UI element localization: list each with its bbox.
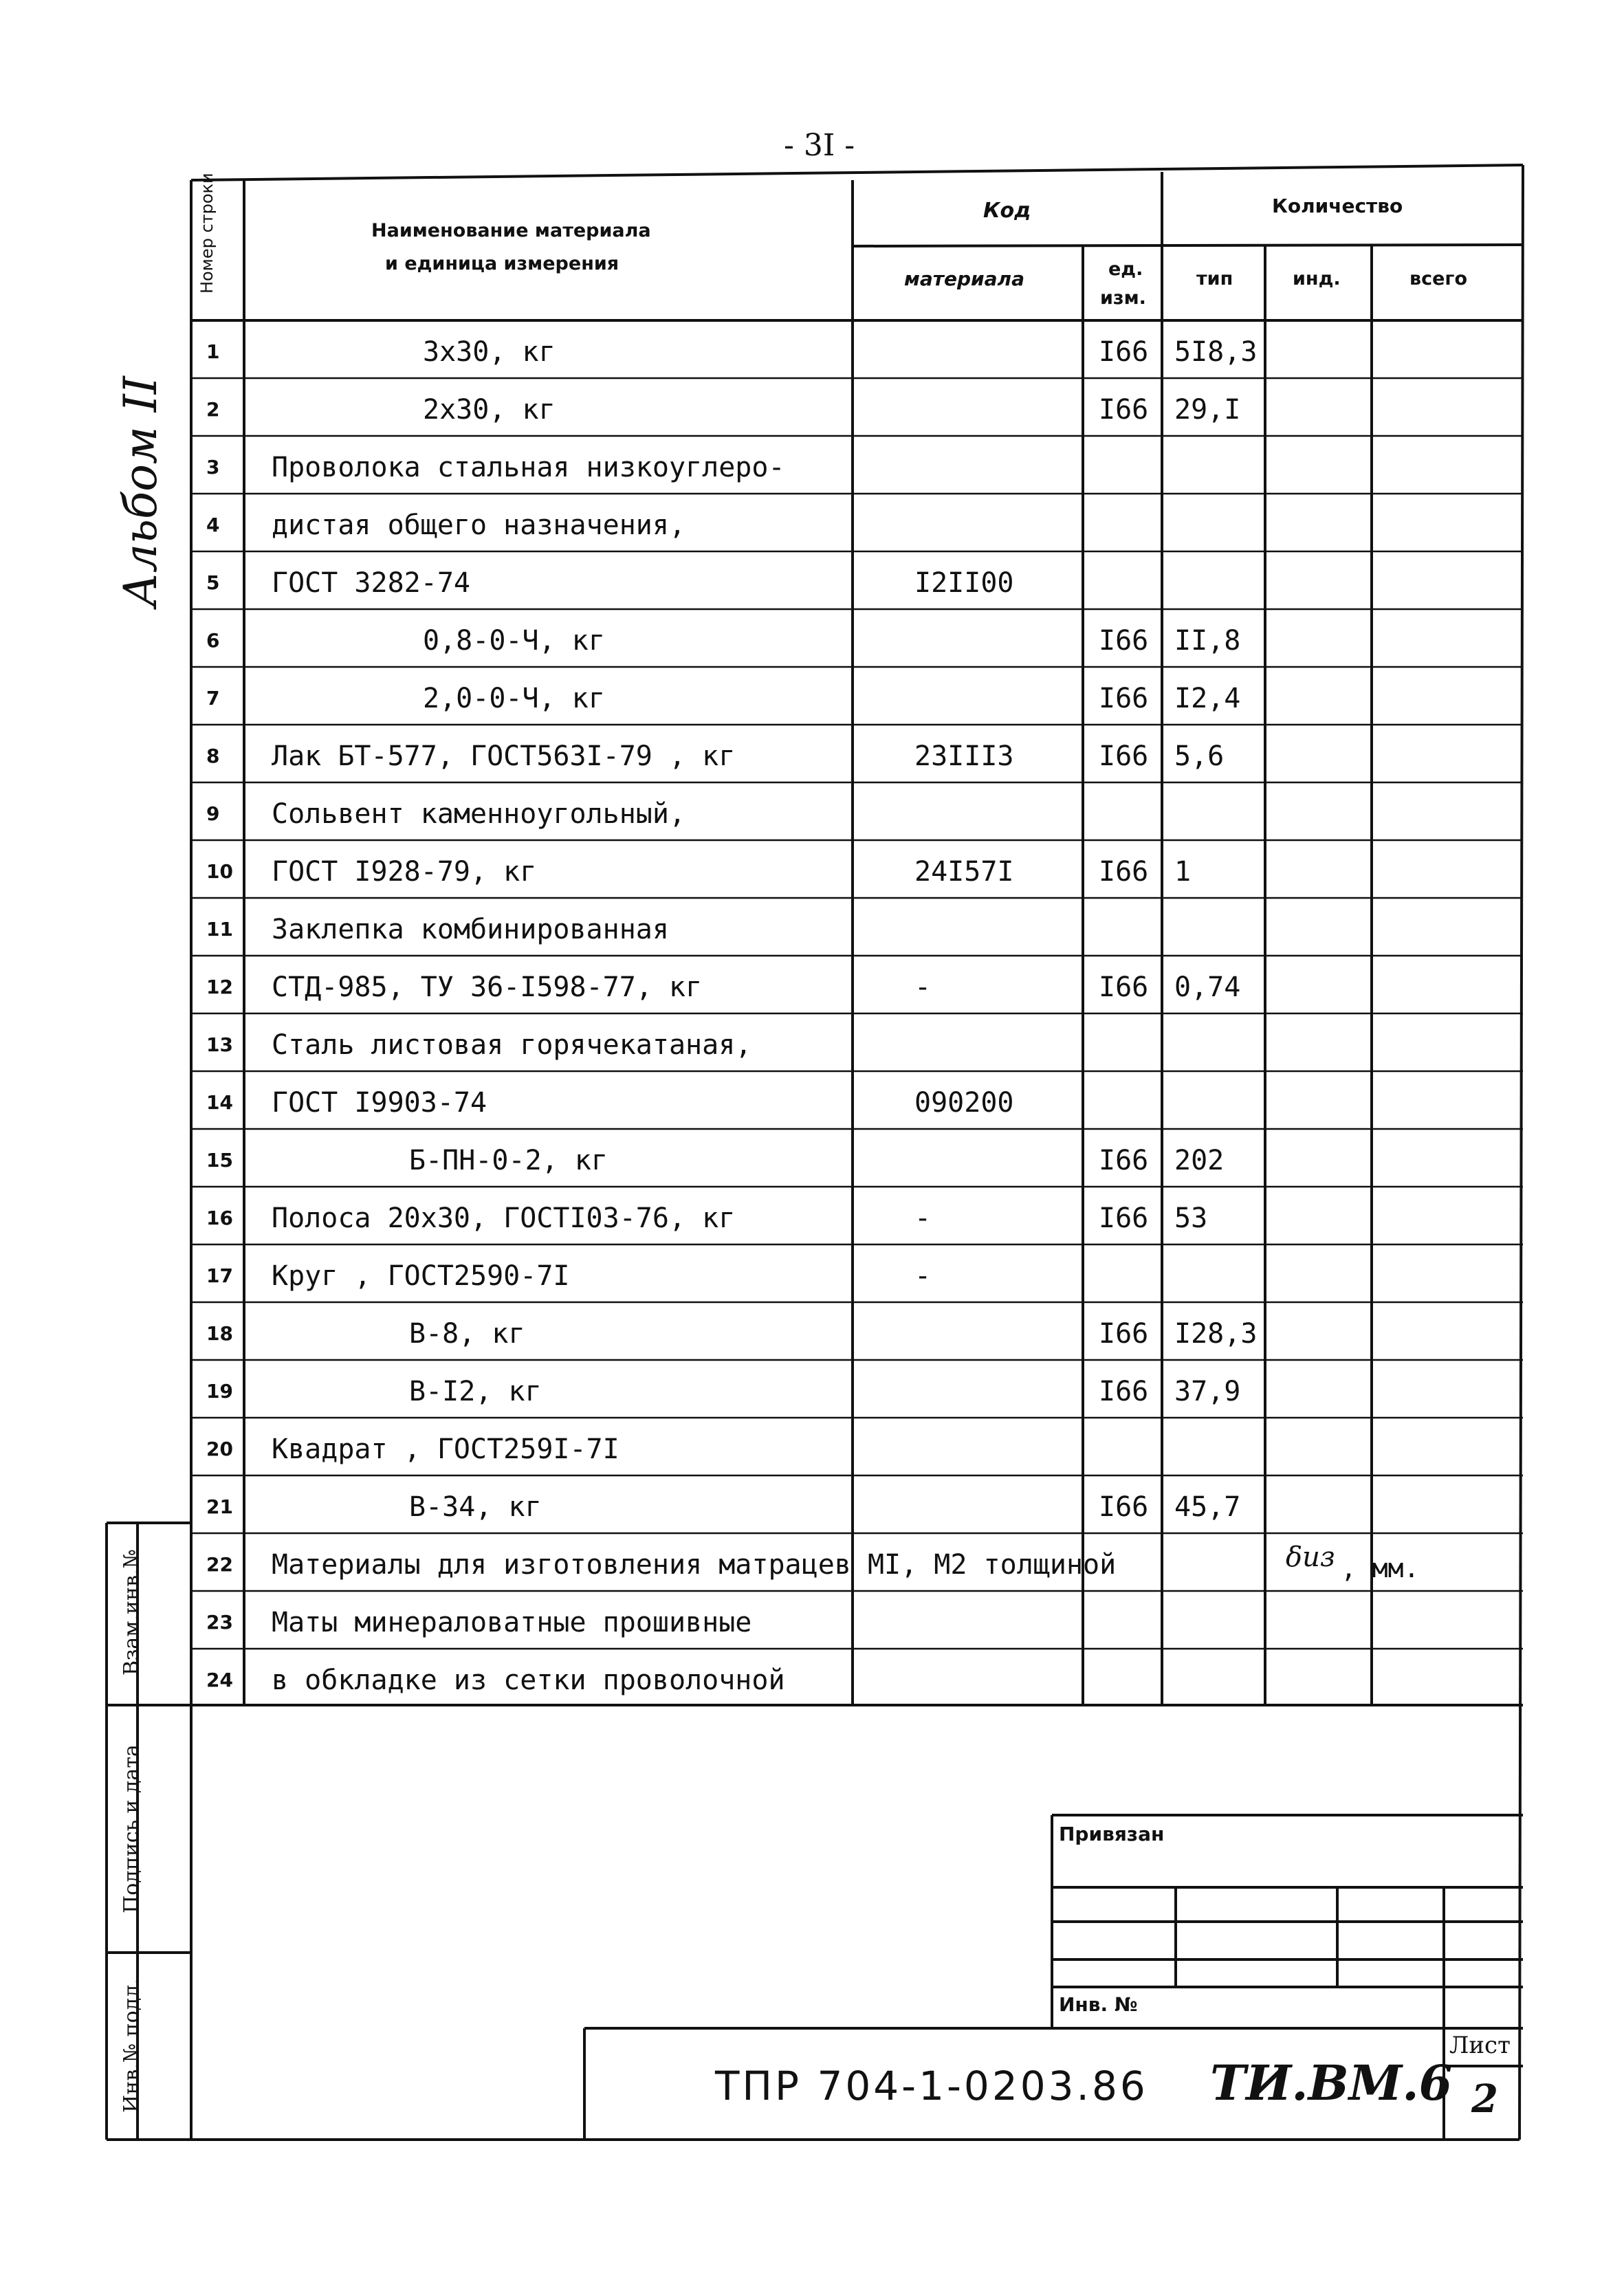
row-name: ГОСТ I9903-74 (272, 1087, 487, 1119)
row-code-unit: I66 (1099, 971, 1149, 1003)
row-code-unit: I66 (1099, 740, 1149, 772)
row-code-unit: I66 (1099, 625, 1149, 657)
row-code-material: I2II00 (914, 567, 1014, 599)
row-number: 16 (206, 1207, 233, 1229)
row-name: Круг , ГОСТ2590-7I (272, 1260, 570, 1292)
margin-inv-original: Инв.№ подл. (120, 1978, 144, 2113)
stamp-inv-no: Инв. № (1059, 1993, 1138, 2016)
row-number: 1 (206, 340, 220, 363)
row-name: В-34, кг (409, 1491, 542, 1523)
row-code-unit: I66 (1099, 1145, 1149, 1176)
row-name: Б-ПН-0-2, кг (409, 1145, 608, 1176)
margin-inv-replace: Взам.инв.№ (120, 1549, 144, 1676)
row-number: 15 (206, 1149, 233, 1172)
header-name: Наименование материала (371, 220, 651, 241)
row-code-unit: I66 (1099, 394, 1149, 426)
row-name: Проволока стальная низкоуглеро- (272, 452, 785, 483)
row-name: дистая общего назначения, (272, 509, 686, 541)
row-number: 4 (206, 514, 220, 536)
header-qty-type: тип (1196, 268, 1233, 289)
row-name: ГОСТ I928-79, кг (272, 856, 537, 888)
stamp-sheet-label: Лист (1449, 2032, 1511, 2059)
margin-signature-date: Подпись и дата (120, 1744, 144, 1913)
header-qty-total: всего (1409, 268, 1468, 289)
row-number: 6 (206, 629, 220, 652)
row-number: 13 (206, 1033, 233, 1056)
header-row-number: Номер строки (197, 173, 217, 294)
row-number: 17 (206, 1264, 233, 1287)
row-code-unit: I66 (1099, 336, 1149, 368)
row-name: в обкладке из сетки проволочной (272, 1665, 785, 1696)
stamp-doc-code: ТПР 704-1-0203.86 (715, 2063, 1148, 2109)
row-qty-type: 1 (1174, 856, 1192, 888)
header-qty-ind: инд. (1293, 268, 1341, 289)
row-code-unit: I66 (1099, 856, 1149, 888)
row-qty-type: 5I8,3 (1174, 336, 1258, 368)
row-number: 14 (206, 1091, 233, 1114)
row-code-unit: I66 (1099, 683, 1149, 714)
row-number: 19 (206, 1380, 233, 1403)
row-qty-type: 53 (1174, 1203, 1208, 1234)
row-number: 24 (206, 1669, 233, 1691)
row-code-material: 090200 (914, 1087, 1014, 1119)
row-number: 7 (206, 687, 220, 710)
row-code-material: 23III3 (914, 740, 1014, 772)
row-qty-type: II,8 (1174, 625, 1241, 657)
row-number: 11 (206, 918, 233, 941)
row-name: СТД-985, ТУ 36-I598-77, кг (272, 971, 703, 1003)
row-qty-type: I2,4 (1174, 683, 1241, 714)
row-code-unit: I66 (1099, 1376, 1149, 1407)
header-code-unit-2: изм. (1100, 287, 1146, 309)
header-code: Код (983, 199, 1031, 223)
row-number: 18 (206, 1322, 233, 1345)
row-code-material: - (914, 1260, 932, 1292)
row-name: ГОСТ 3282-74 (272, 567, 470, 599)
row-name: Лак БТ-577, ГОСТ563I-79 , кг (272, 740, 736, 772)
row-number: 21 (206, 1495, 233, 1518)
row-number: 8 (206, 745, 220, 767)
row-number: 22 (206, 1553, 233, 1576)
row-name: Сталь листовая горячекатаная, (272, 1029, 752, 1061)
row-name: Материалы для изготовления матрацев МI, М2 толщиной (272, 1549, 1117, 1581)
row-name: В-I2, кг (409, 1376, 542, 1407)
row-code-material: 24I57I (914, 856, 1014, 888)
header-code-material: материала (904, 267, 1024, 290)
row-number: 2 (206, 398, 220, 421)
row-name: 3x30, кг (423, 336, 556, 368)
stamp-doc-suffix: ТИ.ВМ.6 (1210, 2054, 1453, 2111)
header-name-unit: и единица измерения (385, 253, 619, 274)
album-label: Альбом II (114, 376, 167, 607)
row-name: 2x30, кг (423, 394, 556, 426)
row22-thickness-unit: , мм. (1341, 1553, 1420, 1583)
row-qty-type: 29,I (1174, 394, 1241, 426)
row-code-unit: I66 (1099, 1318, 1149, 1350)
row-name: В-8, кг (409, 1318, 525, 1350)
row-name: 2,0-0-Ч, кг (423, 683, 605, 714)
row-qty-type: 202 (1174, 1145, 1225, 1176)
stamp-sheet-number: 2 (1471, 2076, 1498, 2122)
row-number: 20 (206, 1438, 233, 1460)
row-name: Квадрат , ГОСТ259I-7I (272, 1434, 619, 1465)
row-name: 0,8-0-Ч, кг (423, 625, 605, 657)
row-number: 5 (206, 571, 220, 594)
row-name: Заклепка комбинированная (272, 914, 669, 945)
row-qty-type: 0,74 (1174, 971, 1241, 1003)
row-number: 10 (206, 860, 233, 883)
row-qty-type: 37,9 (1174, 1376, 1241, 1407)
row-number: 23 (206, 1611, 233, 1634)
row-name: Маты минераловатные прошивные (272, 1607, 752, 1638)
stamp-linked: Привязан (1059, 1823, 1165, 1845)
row-number: 12 (206, 976, 233, 998)
row22-thickness-symbol: δиз (1286, 1541, 1335, 1573)
row-code-material: - (914, 1203, 932, 1234)
header-code-unit-1: ед. (1108, 259, 1143, 280)
row-qty-type: I28,3 (1174, 1318, 1258, 1350)
row-qty-type: 45,7 (1174, 1491, 1241, 1523)
row-code-material: - (914, 971, 932, 1003)
row-number: 3 (206, 456, 220, 479)
header-quantity: Количество (1272, 195, 1403, 217)
row-number: 9 (206, 802, 220, 825)
row-name: Сольвент каменноугольный, (272, 798, 686, 830)
row-name: Полоса 20x30, ГОСТI03-76, кг (272, 1203, 736, 1234)
row-code-unit: I66 (1099, 1491, 1149, 1523)
row-code-unit: I66 (1099, 1203, 1149, 1234)
page-number: - 3I - (784, 128, 855, 163)
row-qty-type: 5,6 (1174, 740, 1225, 772)
